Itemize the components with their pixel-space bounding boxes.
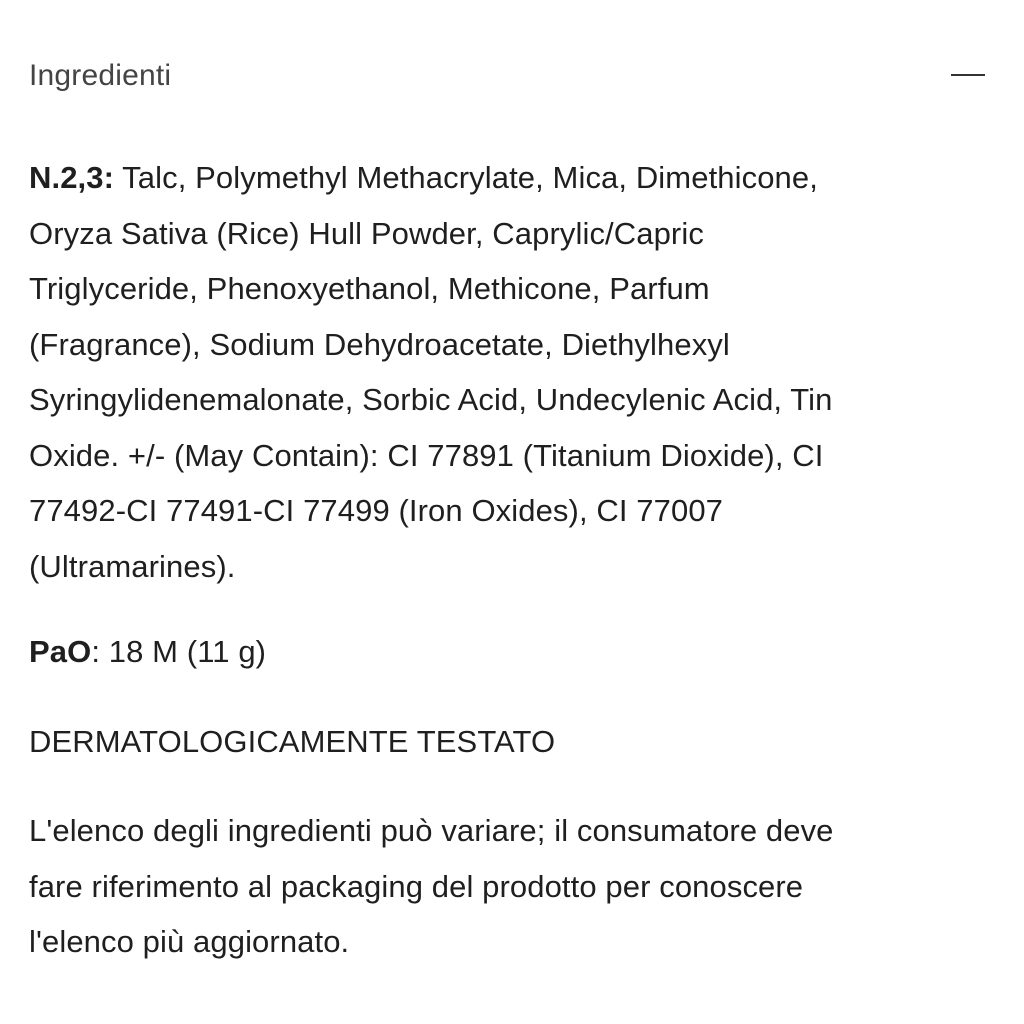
ingredients-line: (Ultramarines). (29, 548, 236, 584)
pao-label: PaO (29, 634, 92, 669)
accordion-title: Ingredienti (29, 59, 172, 92)
ingredients-line: Oryza Sativa (Rice) Hull Powder, Caprylic/Capric (29, 215, 704, 251)
disclaimer-text (29, 803, 1004, 970)
dermatological-tested: DERMATOLOGICAMENTE TESTATO (29, 724, 556, 759)
ingredients-line: (Fragrance), Sodium Dehydroacetate, Diethylhexyl (29, 326, 730, 362)
pao-value: : 18 M (11 g) (91, 634, 267, 669)
ingredients-line: Oxide. +/- (May Contain): CI 77891 (Titanium Dioxide), CI (29, 437, 824, 473)
ingredients-line: Triglyceride, Phenoxyethanol, Methicone, Parfum (29, 271, 710, 306)
disclaimer-line: L'elenco degli ingredienti può variare; il consumatore deve (29, 813, 834, 848)
ingredients-line: 77492-CI 77491-CI 77499 (Iron Oxides), CI 77007 (29, 493, 723, 528)
disclaimer-line: l'elenco più aggiornato. (29, 924, 350, 959)
disclaimer-line: fare riferimento al packaging del prodotto per conoscere (29, 868, 804, 904)
ingredients-label: N.2,3: (29, 160, 115, 195)
ingredients-line: Syringylidenemalonate, Sorbic Acid, Undecylenic Acid, Tin (29, 382, 833, 417)
pao-info (29, 624, 1004, 680)
minus-icon[interactable] (951, 74, 985, 76)
accordion-header[interactable] (0, 0, 1024, 150)
ingredients-line: Talc, Polymethyl Methacrylate, Mica, Dimethicone, (114, 160, 818, 195)
ingredients-list (29, 150, 1004, 594)
